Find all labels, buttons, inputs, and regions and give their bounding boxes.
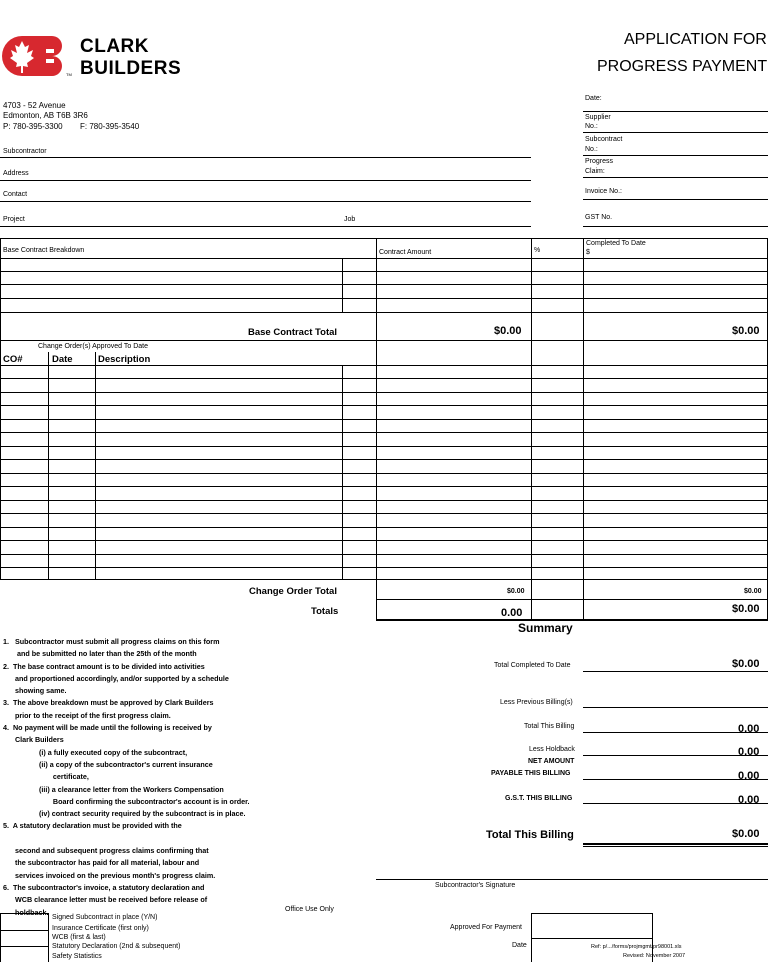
- completed-header-2: $: [586, 249, 590, 256]
- office-item-3: WCB (first & last): [52, 934, 106, 941]
- company-address-line2: Edmonton, AB T6B 3R6: [3, 111, 88, 120]
- base-contract-total-amount: $0.00: [494, 325, 522, 337]
- approved-label: Approved For Payment: [450, 924, 522, 931]
- total-completed-label: Total Completed To Date: [494, 662, 571, 669]
- breakdown-row-line: [0, 298, 768, 299]
- instruction-line: Board confirming the subcontractor's account is in order.: [3, 796, 250, 806]
- instruction-line: 4. No payment will be made until the following is received by: [3, 723, 212, 733]
- co-description-header: Description: [98, 354, 151, 365]
- progress-claim-label-2: Claim:: [585, 168, 605, 175]
- office-item-1: Signed Subcontract in place (Y/N): [52, 914, 158, 921]
- instruction-line: (iii) a clearance letter from the Workers Compensation: [3, 784, 224, 794]
- change-order-row-line: [0, 567, 768, 568]
- company-phone: P: 780-395-3300: [3, 122, 63, 131]
- instruction-line: 3. The above breakdown must be approved by Clark Builders: [3, 698, 214, 708]
- instruction-line: the subcontractor has paid for all material, labour and: [3, 858, 200, 868]
- total-completed-value: $0.00: [732, 658, 760, 670]
- instruction-line: (ii) a copy of the subcontractor's current insurance: [3, 759, 213, 769]
- subcontract-label-1: Subcontract: [585, 136, 623, 143]
- change-order-row-line: [0, 432, 768, 433]
- instruction-line: WCB clearance letter must be received before release of: [3, 895, 208, 905]
- instruction-line: second and subsequent progress claims confirming that: [3, 846, 209, 856]
- change-order-row-line: [0, 527, 768, 528]
- signature-line[interactable]: [376, 879, 768, 880]
- instruction-line: (i) a fully executed copy of the subcontract,: [3, 747, 188, 757]
- supplier-no-field[interactable]: [583, 132, 768, 133]
- change-order-row-line: [0, 392, 768, 393]
- job-label: Job: [344, 216, 356, 223]
- total-this-billing-label: Total This Billing: [524, 723, 575, 730]
- company-name-line2: BUILDERS: [80, 58, 182, 79]
- payable-label: PAYABLE THIS BILLING: [491, 770, 571, 777]
- office-item-2: Insurance Certificate (first only): [52, 925, 149, 932]
- reference-path: Ref: p/.../forms/projmgmt/pr98001.xls: [591, 944, 682, 950]
- company-name-line1: CLARK: [80, 36, 149, 57]
- signature-label: Subcontractor's Signature: [435, 882, 516, 889]
- project-field[interactable]: [0, 226, 531, 227]
- co-date-header: Date: [52, 354, 73, 365]
- change-order-row-line: [0, 513, 768, 514]
- progress-claim-field[interactable]: [583, 177, 768, 178]
- address-field[interactable]: [0, 180, 531, 181]
- office-item-4: Statutory Declaration (2nd & subsequent): [52, 943, 181, 950]
- instruction-line: holdback.: [3, 907, 49, 917]
- totals-completed: $0.00: [732, 603, 760, 615]
- instruction-line: and proportioned accordingly, and/or supported by a schedule: [3, 673, 229, 683]
- contract-amount-header: Contract Amount: [379, 249, 432, 256]
- project-label: Project: [3, 216, 25, 223]
- summary-title: Summary: [518, 621, 573, 635]
- percent-header: %: [534, 247, 541, 254]
- total-this-billing-value: 0.00: [738, 723, 760, 735]
- revision-date: Revised: November 2007: [623, 953, 686, 959]
- base-contract-total-label: Base Contract Total: [248, 327, 338, 338]
- instruction-line: 6. The subcontractor's invoice, a statutory declaration and: [3, 882, 205, 892]
- grand-total-label: Total This Billing: [486, 829, 574, 841]
- company-fax: F: 780-395-3540: [80, 122, 140, 131]
- instructions-list: [3, 636, 250, 919]
- breakdown-row-line: [0, 258, 768, 259]
- company-address-line1: 4703 - 52 Avenue: [3, 101, 66, 110]
- change-order-row-line: [0, 554, 768, 555]
- instruction-line: Clark Builders: [3, 735, 64, 745]
- address-label: Address: [3, 170, 29, 177]
- change-order-row-line: [0, 540, 768, 541]
- office-item-5: Safety Statistics: [52, 953, 102, 960]
- invoice-no-field[interactable]: [583, 199, 768, 200]
- office-use-title: Office Use Only: [285, 906, 334, 913]
- breakdown-row-line: [0, 284, 768, 285]
- maple-leaf-logo-icon: [2, 36, 70, 78]
- less-previous-label: Less Previous Billing(s): [500, 699, 573, 706]
- form-title-line1: APPLICATION FOR: [624, 31, 767, 48]
- supplier-label-2: No.:: [585, 123, 598, 130]
- instruction-line: 2. The base contract amount is to be divided into activities: [3, 661, 205, 671]
- net-amount-label: NET AMOUNT: [528, 758, 575, 765]
- change-order-total-label: Change Order Total: [249, 586, 337, 597]
- instruction-line: [3, 833, 250, 845]
- gst-no-field[interactable]: [583, 226, 768, 227]
- trademark: TM: [66, 72, 72, 77]
- instruction-line: prior to the receipt of the first progress claim.: [3, 710, 171, 720]
- change-order-row-line: [0, 419, 768, 420]
- base-breakdown-header: Base Contract Breakdown: [3, 247, 85, 254]
- instruction-line: 5. A statutory declaration must be provided with the: [3, 821, 182, 831]
- subcontractor-label: Subcontractor: [3, 148, 47, 155]
- subcontract-label-2: No.:: [585, 146, 598, 153]
- totals-label: Totals: [311, 606, 339, 617]
- grand-total-value: $0.00: [732, 828, 760, 840]
- date-field[interactable]: [583, 111, 768, 112]
- instruction-line: 1. Subcontractor must submit all progress claims on this form: [3, 637, 220, 646]
- instruction-line: (iv) contract security required by the subcontract is in place.: [3, 809, 246, 819]
- less-holdback-label: Less Holdback: [529, 746, 575, 753]
- totals-amount: 0.00: [501, 607, 523, 619]
- change-order-row-line: [0, 378, 768, 379]
- change-order-row-line: [0, 405, 768, 406]
- instruction-line: certificate,: [3, 772, 89, 782]
- form-title-line2: PROGRESS PAYMENT: [597, 58, 768, 75]
- progress-claim-label-1: Progress: [585, 158, 614, 165]
- change-order-row-line: [0, 473, 768, 474]
- instruction-line: showing same.: [3, 686, 67, 696]
- instruction-line: and be submitted no later than the 25th of the month: [3, 649, 197, 659]
- contact-field[interactable]: [0, 201, 531, 202]
- less-previous-field[interactable]: [583, 707, 768, 708]
- co-number-header: CO#: [3, 354, 23, 365]
- approved-date-label: Date: [512, 942, 527, 949]
- change-orders-header: Change Order(s) Approved To Date: [38, 343, 148, 350]
- instruction-line: services invoiced on the previous month's progress claim.: [3, 870, 216, 880]
- change-order-row-line: [0, 500, 768, 501]
- invoice-no-label: Invoice No.:: [585, 188, 622, 195]
- subcontractor-field[interactable]: [0, 157, 531, 158]
- supplier-label-1: Supplier: [585, 114, 611, 121]
- company-logo: [2, 36, 70, 78]
- breakdown-row-line: [0, 271, 768, 272]
- gst-billing-label: G.S.T. THIS BILLING: [505, 795, 573, 802]
- change-order-row-line: [0, 486, 768, 487]
- gst-no-label: GST No.: [585, 214, 613, 221]
- base-contract-total-completed: $0.00: [732, 325, 760, 337]
- completed-header-1: Completed To Date: [586, 240, 646, 247]
- subcontract-no-field[interactable]: [583, 155, 768, 156]
- date-label: Date:: [585, 95, 602, 102]
- contact-label: Contact: [3, 191, 28, 198]
- less-holdback-value: 0.00: [738, 746, 760, 758]
- gst-billing-value: 0.00: [738, 794, 760, 806]
- payable-value: 0.00: [738, 770, 760, 782]
- change-order-total-completed: $0.00: [744, 588, 762, 595]
- change-order-row-line: [0, 446, 768, 447]
- change-order-total-amount: $0.00: [507, 588, 525, 595]
- change-order-row-line: [0, 459, 768, 460]
